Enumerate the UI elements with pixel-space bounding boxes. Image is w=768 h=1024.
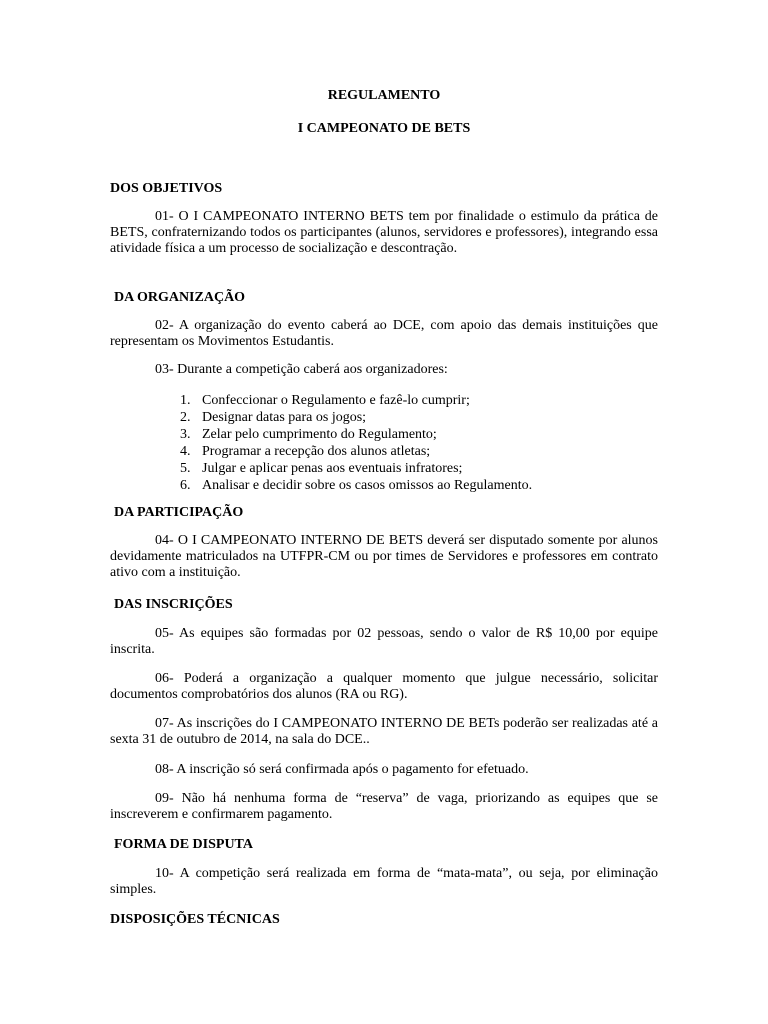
list-item-text: Designar datas para os jogos; [202, 410, 367, 425]
section-heading-disposicoes-tecnicas: DISPOSIÇÕES TÉCNICAS [110, 912, 280, 927]
list-item-number: 2. [180, 410, 191, 425]
list-item [180, 443, 532, 460]
list-item-text: Zelar pelo cumprimento do Regulamento; [202, 427, 437, 442]
list-item-text: Programar a recepção dos alunos atletas; [202, 444, 431, 459]
list-item-number: 1. [180, 393, 191, 408]
list-item [180, 477, 532, 494]
paragraph-03: 03- Durante a competição caberá aos organizadores: [155, 362, 448, 377]
section-heading-inscricoes: DAS INSCRIÇÕES [114, 597, 233, 612]
list-item-text: Analisar e decidir sobre os casos omissos ao Regulamento. [202, 478, 533, 493]
list-item-number: 3. [180, 427, 191, 442]
section-heading-objetivos: DOS OBJETIVOS [110, 181, 223, 196]
organizer-duties-list [180, 392, 532, 494]
paragraph-06: 06- Poderá a organização a qualquer momento que julgue necessário, solicitar documentos comprobatórios dos alunos (RA ou RG). [110, 671, 658, 702]
section-heading-forma-de-disputa: FORMA DE DISPUTA [114, 837, 253, 852]
paragraph-09: 09- Não há nenhuma forma de “reserva” de vaga, priorizando as equipes que se inscreverem e confirmarem pagamento. [110, 791, 658, 822]
document-title: REGULAMENTO [327, 88, 441, 103]
list-item-text: Confeccionar o Regulamento e fazê-lo cumprir; [202, 393, 470, 408]
paragraph-01: 01- O I CAMPEONATO INTERNO BETS tem por finalidade o estimulo da prática de BETS, confraternizando todos os participantes (alunos, servidores e professores), integrando essa atividade física a um processo de socialização e descontração. [110, 209, 658, 256]
list-item-number: 4. [180, 444, 191, 459]
paragraph-08: 08- A inscrição só será confirmada após o pagamento for efetuado. [155, 762, 529, 777]
list-item [180, 409, 532, 426]
document-subtitle: I CAMPEONATO DE BETS [297, 121, 471, 136]
section-heading-organizacao: DA ORGANIZAÇÃO [114, 290, 246, 305]
paragraph-04: 04- O I CAMPEONATO INTERNO DE BETS deverá ser disputado somente por alunos devidamente matriculados na UTFPR-CM ou por times de Servidores e professores em contrato ativo com a instituição. [110, 533, 658, 580]
list-item [180, 460, 532, 477]
paragraph-07: 07- As inscrições do I CAMPEONATO INTERNO DE BETs poderão ser realizadas até a sexta 31 de outubro de 2014, na sala do DCE.. [110, 716, 658, 747]
list-item-text: Julgar e aplicar penas aos eventuais infratores; [202, 461, 463, 476]
list-item [180, 426, 532, 443]
paragraph-05: 05- As equipes são formadas por 02 pessoas, sendo o valor de R$ 10,00 por equipe inscrita. [110, 626, 658, 657]
section-heading-participacao: DA PARTICIPAÇÃO [114, 505, 244, 520]
list-item-number: 6. [180, 478, 191, 493]
list-item-number: 5. [180, 461, 191, 476]
list-item [180, 392, 532, 409]
paragraph-10: 10- A competição será realizada em forma de “mata-mata”, ou seja, por eliminação simples. [110, 866, 658, 897]
paragraph-02: 02- A organização do evento caberá ao DCE, com apoio das demais instituições que representam os Movimentos Estudantis. [110, 318, 658, 349]
